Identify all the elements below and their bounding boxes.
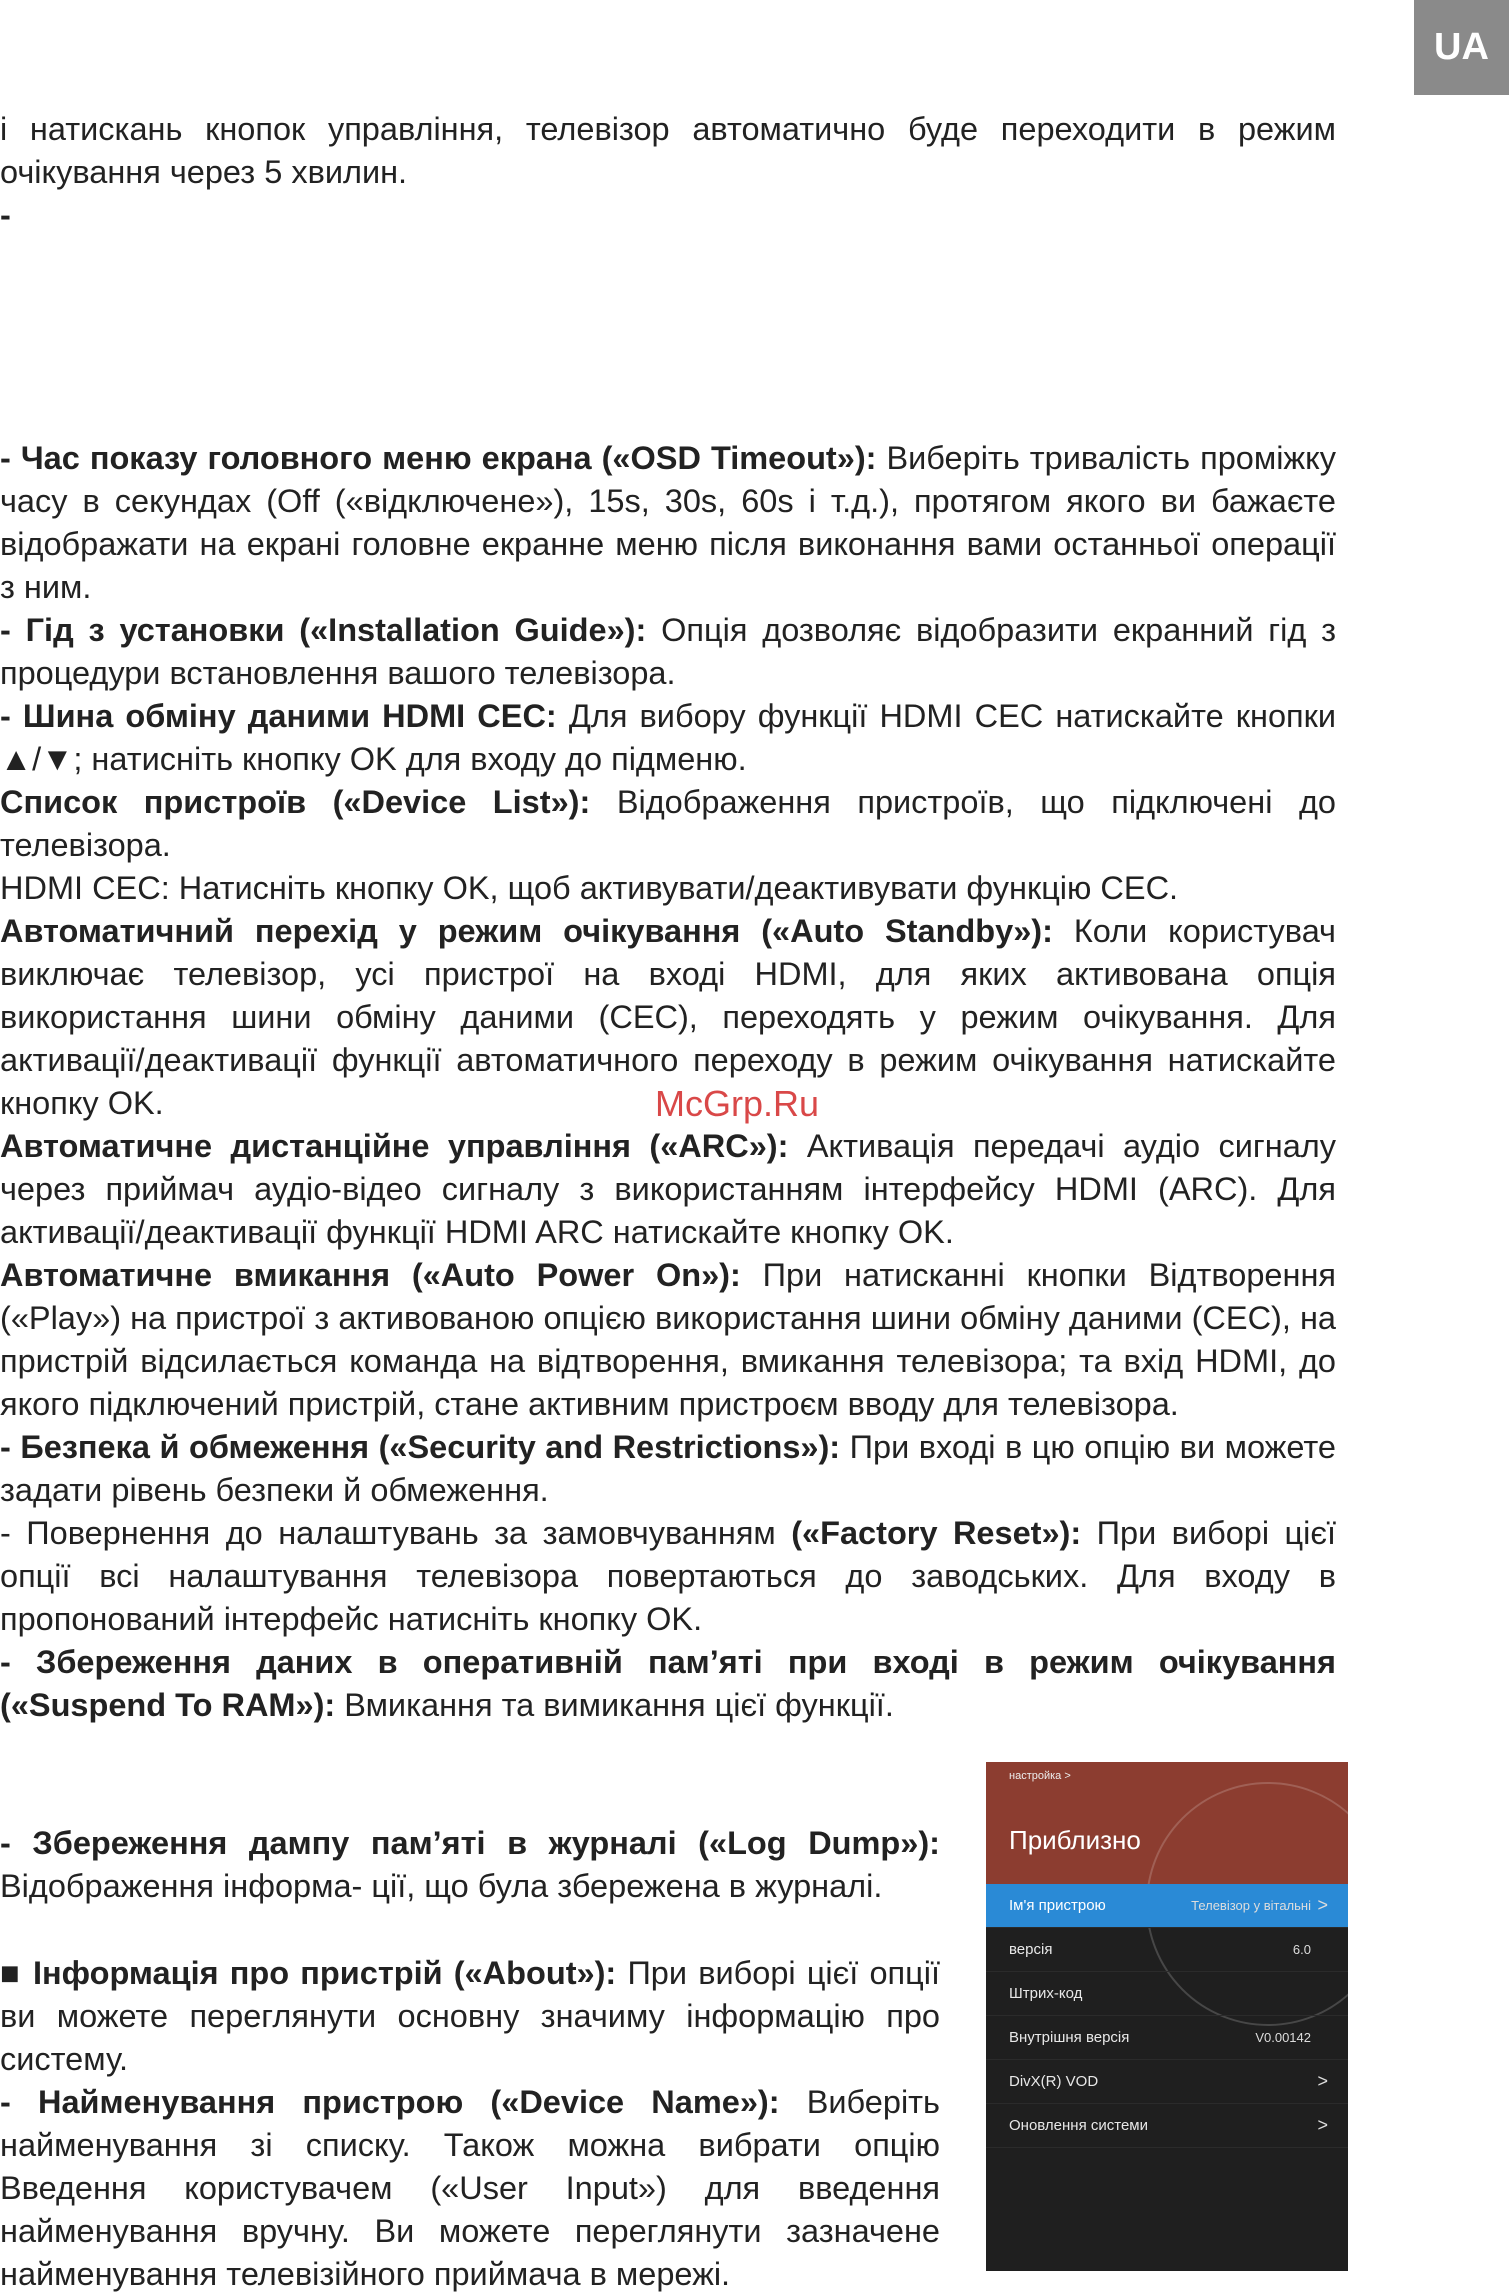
installation-guide-text: Опція дозволяє відобразити екранний гід з процедури встановлення вашого телевізора. <box>0 612 1336 691</box>
auto-standby-title: Автоматичний перехід у режим очікування («Auto Standby»): <box>0 913 1053 949</box>
device-name-paragraph <box>0 2081 940 2296</box>
security-text: При вході в цю опцію ви можете задати рівень безпеки й обмеження. <box>0 1429 1337 1508</box>
device-list-title: Список пристроїв («Device List»): <box>0 784 591 820</box>
tv-row-value: Телевізор у вітальні <box>1191 1898 1311 1913</box>
arc-paragraph <box>0 1125 1336 1254</box>
suspend-text: Вмикання та вимикання цієї функції. <box>335 1687 894 1723</box>
lower-text <box>0 1822 940 2296</box>
device-name-title: - Найменування пристрою («Device Name»): <box>0 2084 780 2120</box>
tv-row-value: V0.00142 <box>1255 2030 1311 2045</box>
tv-row-barcode[interactable] <box>986 1972 1348 2016</box>
factory-reset-prefix: - Повернення до налаштувань за замовчуванням <box>0 1515 792 1551</box>
tv-row-divx-vod[interactable] <box>986 2060 1348 2104</box>
hdmi-cec-text: Для вибору функції HDMI CEC натискайте кнопки ▲/▼; натисніть кнопку OK для входу до підменю. <box>0 698 1336 777</box>
installation-guide-paragraph <box>0 609 1336 695</box>
tv-row-label: версія <box>1009 1941 1053 1958</box>
factory-reset-paragraph <box>0 1512 1336 1641</box>
chevron-right-icon: > <box>1317 2115 1328 2135</box>
device-list-text: Відображення пристроїв, що підключені до телевізора. <box>0 784 1336 863</box>
about-text: При виборі цієї опції ви можете переглянути основну значиму інформацію про систему. <box>0 1955 940 2077</box>
top-dash: - <box>0 197 11 233</box>
suspend-paragraph <box>0 1641 1336 1727</box>
security-title: - Безпека й обмеження («Security and Restrictions»): <box>0 1429 841 1465</box>
about-title: ■ Інформація про пристрій («About»): <box>0 1955 617 1991</box>
osd-timeout-title: - Час показу головного меню екрана («OSD Timeout»): <box>0 440 877 476</box>
installation-guide-title: - Гід з установки («Installation Guide»): <box>0 612 647 648</box>
factory-reset-title: («Factory Reset»): <box>791 1515 1082 1551</box>
auto-standby-text: Коли користувач виключає телевізор, усі пристрої на вході HDMI, для яких активована опція використання шини обміну даними (CEC), переходять у режим очікування. Для активації/деактивації функції автоматичного переходу в режим очікування натискайте кнопку OK. <box>0 913 1336 1121</box>
factory-reset-text: При виборі цієї опції всі налаштування телевізора повертаються до заводських. Для входу в пропонований інтерфейс натисніть кнопку OK. <box>0 1515 1336 1637</box>
tv-row-device-name[interactable] <box>986 1884 1348 1928</box>
tv-row-internal-version[interactable] <box>986 2016 1348 2060</box>
tv-title: Приблизно <box>1009 1825 1141 1855</box>
tv-header <box>986 1762 1348 1889</box>
tv-row-system-update[interactable] <box>986 2104 1348 2148</box>
log-dump-text: Відображення інформа- ції, що була збережена в журналі. <box>0 1868 883 1904</box>
arc-text: Активація передачі аудіо сигналу через приймач аудіо-відео сигналу з використанням інтерфейсу HDMI (ARC). Для активації/деактивації функції HDMI ARC натискайте кнопку OK. <box>0 1128 1336 1250</box>
tv-breadcrumb: настройка > <box>1009 1770 1071 1782</box>
tv-row-version[interactable] <box>986 1928 1348 1972</box>
chevron-right-icon: > <box>1317 2071 1328 2091</box>
tv-row-label: Штрих-код <box>1009 1985 1083 2002</box>
log-dump-paragraph <box>0 1822 940 1908</box>
tv-row-label: DivX(R) VOD <box>1009 2073 1099 2090</box>
suspend-title: - Збереження даних в оперативній пам’яті при вході в режим очікування («Suspend To RAM»): <box>0 1644 1336 1723</box>
main-text <box>0 108 1336 1727</box>
device-name-text: Виберіть найменування зі списку. Також можна вибрати опцію Введення користувачем («User Input») для введення найменування вручну. Ви можете переглянути зазначене найменування телевізійного приймача в мережі. <box>0 2084 940 2292</box>
auto-power-text: При натисканні кнопки Відтворення («Play») на пристрої з активованою опцією використання шини обміну даними (CEC), на пристрій відсилається команда на відтворення, вмикання телевізора; та вхід HDMI, до якого підключений пристрій, стане активним пристроєм вводу для телевізора. <box>0 1257 1336 1422</box>
osd-timeout-paragraph <box>0 437 1336 609</box>
tv-about-screenshot <box>986 1762 1348 2271</box>
hdmi-cec-line: HDMI CEC: Натисніть кнопку OK, щоб активувати/деактивувати функцію CEC. <box>0 870 1179 906</box>
arc-title: Автоматичне дистанційне управління («ARC»): <box>0 1128 789 1164</box>
tv-row-value: 6.0 <box>1292 1942 1311 1957</box>
language-tab: UA <box>1414 0 1509 95</box>
tv-row-label: Ім'я пристрою <box>1009 1897 1106 1914</box>
about-paragraph <box>0 1952 940 2081</box>
tv-settings-list <box>986 1884 1348 2148</box>
auto-power-paragraph <box>0 1254 1336 1426</box>
osd-timeout-text: Виберіть тривалість проміжку часу в секундах (Off («відключене»), 15s, 30s, 60s і т.д.), протягом якого ви бажаєте відображати на екрані головне екранне меню після виконання вами останньої операції з ним. <box>0 440 1336 605</box>
tv-row-label: Оновлення системи <box>1009 2117 1148 2134</box>
top-paragraph: і натискань кнопок управління, телевізор автоматично буде переходити в режим очікування через 5 хвилин. <box>0 111 1336 190</box>
device-list-paragraph <box>0 781 1336 867</box>
hdmi-cec-title: - Шина обміну даними HDMI CEC: <box>0 698 557 734</box>
security-paragraph <box>0 1426 1336 1512</box>
watermark: McGrp.Ru <box>655 1083 820 1124</box>
chevron-right-icon: > <box>1317 1895 1328 1915</box>
log-dump-title: - Збереження дампу пам’яті в журналі («Log Dump»): <box>0 1825 940 1861</box>
tv-row-label: Внутрішня версія <box>1009 2029 1130 2046</box>
hdmi-cec-paragraph <box>0 695 1336 781</box>
auto-power-title: Автоматичне вмикання («Auto Power On»): <box>0 1257 741 1293</box>
